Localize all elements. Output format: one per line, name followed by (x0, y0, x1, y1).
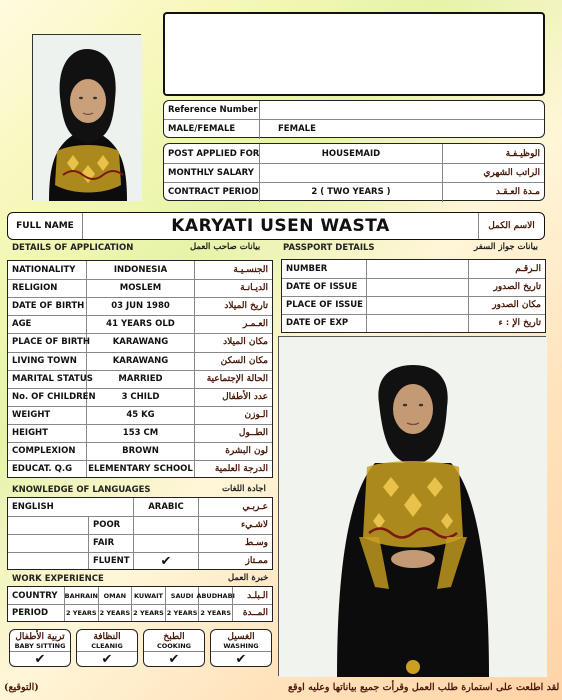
application-row-arabic: لون البشرة (225, 446, 268, 457)
passport-title-arabic: بيانات جواز السفر (474, 242, 539, 252)
languages-title: KNOWLEDGE OF LANGUAGES (12, 485, 151, 495)
passport-row-arabic: مكان الصدور (492, 300, 541, 310)
application-row-value[interactable]: MOSLEM (119, 283, 162, 294)
passport-row-arabic: الـرقـم (515, 264, 541, 274)
passport-row-value[interactable] (367, 296, 468, 314)
application-row-value[interactable]: KARAWANG (112, 337, 169, 348)
full-body-photo (278, 336, 546, 676)
passport-row-arabic: تاريخ الصدور (493, 282, 541, 292)
application-row-value[interactable]: BROWN (122, 446, 159, 457)
application-row-arabic: تاريخ الميلاد (224, 301, 268, 312)
application-row-value[interactable]: 41 YEARS OLD (106, 319, 175, 330)
application-row-arabic: الطــول (238, 427, 268, 438)
application-row-arabic: الـوزن (244, 409, 268, 420)
language-level-label: FAIR (93, 538, 115, 548)
application-row-label: EDUCAT. Q.G (12, 464, 73, 475)
application-row-arabic: الجنسـيـة (233, 265, 268, 276)
application-row-label: No. OF CHILDREN (12, 391, 96, 402)
language-level-label: FLUENT (93, 556, 130, 566)
application-row-label: MARITAL STATUS (12, 373, 93, 384)
work-period-cell[interactable]: 2 YEARS (166, 608, 198, 617)
work-title-arabic: خبرة العمل (228, 573, 269, 583)
reference-box (163, 100, 545, 138)
english-level-checkbox[interactable] (8, 534, 88, 552)
passport-row-label: NUMBER (286, 264, 328, 274)
application-row-arabic: الحالة الإجتماعية (206, 373, 268, 384)
passport-row-label: DATE OF ISSUE (286, 282, 358, 292)
work-title: WORK EXPERIENCE (12, 574, 104, 584)
passport-row-value[interactable] (367, 278, 468, 296)
application-row-value[interactable]: 153 CM (122, 427, 159, 438)
application-row-label: DATE OF BIRTH (12, 301, 85, 312)
gender-label: MALE/FEMALE (168, 124, 236, 134)
language-level-label: POOR (93, 520, 121, 530)
application-row-value[interactable]: KARAWANG (112, 355, 169, 366)
reference-value[interactable] (260, 101, 540, 119)
application-row-arabic: الديـانـة (240, 283, 268, 294)
application-row-label: COMPLEXION (12, 446, 76, 457)
work-country-cell[interactable]: KUWAIT (134, 591, 163, 600)
application-row-label: NATIONALITY (12, 265, 76, 276)
skill-arabic: الغسيل (227, 631, 255, 642)
work-country-cell[interactable]: OMAN (103, 591, 127, 600)
application-row-arabic: عدد الأطفال (222, 391, 268, 402)
skill-label: WASHING (223, 642, 259, 650)
language-level-arabic: ممـتاز (245, 556, 268, 566)
application-row-arabic: مكان الميلاد (223, 337, 268, 348)
country-arabic: الـبلـد (247, 590, 268, 601)
skill-checkbox[interactable]: ✔ (101, 651, 113, 667)
arabic-level-checkbox[interactable] (134, 516, 198, 534)
passport-title: PASSPORT DETAILS (283, 243, 375, 253)
passport-row-label: PLACE OF ISSUE (286, 300, 363, 310)
application-row-label: PLACE OF BIRTH (12, 337, 90, 348)
application-table (7, 260, 273, 478)
application-row-label: LIVING TOWN (12, 355, 77, 366)
work-table (7, 586, 273, 622)
skill-label: COOKING (156, 642, 192, 650)
application-row-value[interactable]: MARRIED (118, 373, 163, 384)
passport-row-value[interactable] (367, 260, 468, 278)
languages-title-arabic: اجادة اللغات (222, 484, 266, 494)
work-period-cell[interactable]: 2 YEARS (200, 608, 232, 617)
application-title: DETAILS OF APPLICATION (12, 243, 134, 253)
application-row-label: RELIGION (12, 283, 58, 294)
arabic-language-arabic: عـربـي (242, 502, 268, 512)
work-country-cell[interactable]: SAUDI (170, 591, 194, 600)
full-name-box (7, 212, 545, 240)
language-level-arabic: وسـط (244, 538, 268, 548)
application-row-value[interactable]: INDONESIA (113, 265, 168, 276)
application-row-value[interactable]: 03 JUN 1980 (111, 301, 170, 312)
salary-arabic: الراتب الشهري (483, 167, 540, 178)
application-row-arabic: مكان السكن (220, 355, 268, 366)
application-row-arabic: الدرجة العلمية (214, 464, 268, 475)
full-name-arabic: الاسم الكمل (488, 221, 535, 231)
skill-checkbox[interactable]: ✔ (34, 651, 46, 667)
header-blank-box (163, 12, 545, 96)
work-country-cell[interactable]: BAHRAIN (64, 591, 98, 600)
signature-label: (التوقيع) (4, 682, 39, 693)
english-level-checkbox[interactable] (8, 552, 88, 570)
passport-table (281, 259, 546, 333)
skill-arabic: الطبخ (163, 631, 185, 642)
gender-value[interactable]: FEMALE (278, 124, 316, 134)
passport-row-label: DATE OF EXP (286, 318, 349, 328)
skill-checkbox[interactable]: ✔ (235, 651, 247, 667)
work-period-cell[interactable]: 2 YEARS (133, 608, 164, 617)
post-box (163, 143, 545, 201)
skill-box[interactable] (210, 629, 272, 667)
skill-label: BABY SITTING (14, 642, 66, 650)
passport-row-arabic: تاريخ الإ : ء (498, 318, 541, 328)
english-label: ENGLISH (12, 502, 54, 512)
skill-checkbox[interactable]: ✔ (168, 651, 180, 667)
contract-arabic: مـدة العـقـد (495, 186, 540, 197)
work-country-cell[interactable]: ABUDHABI (196, 591, 235, 600)
application-row-value[interactable]: 45 KG (126, 409, 155, 420)
languages-table (7, 497, 273, 570)
arabic-column-label: ARABIC (148, 502, 184, 512)
application-title-arabic: بيانات صاحب العمل (190, 242, 261, 252)
arabic-level-checkbox[interactable] (134, 534, 198, 552)
arabic-level-checkbox[interactable]: ✔ (160, 553, 172, 569)
period-arabic: المــدة (242, 607, 268, 618)
country-label: COUNTRY (12, 590, 58, 601)
application-row-label: AGE (12, 319, 32, 330)
post-value[interactable]: HOUSEMAID (321, 148, 381, 159)
application-row-value[interactable]: 3 CHILD (121, 391, 160, 402)
portrait-photo (32, 34, 141, 200)
salary-label: MONTHLY SALARY (168, 167, 254, 178)
work-period-cell[interactable]: 2 YEARS (99, 608, 131, 617)
english-level-checkbox[interactable] (8, 516, 88, 534)
skill-arabic: تربية الأطفال (15, 631, 65, 642)
skill-box[interactable] (76, 629, 138, 667)
application-row-arabic: العـمـر (242, 319, 268, 330)
full-name-label: FULL NAME (16, 221, 74, 231)
post-label: POST APPLIED FOR (168, 148, 260, 159)
contract-label: CONTRACT PERIOD (168, 186, 259, 197)
period-label: PERIOD (12, 607, 49, 618)
work-period-cell[interactable]: 2 YEARS (65, 608, 97, 617)
skill-label: CLEANIG (91, 642, 123, 650)
application-row-label: WEIGHT (12, 409, 51, 420)
reference-label: Reference Number (168, 105, 258, 115)
skill-box[interactable] (9, 629, 71, 667)
language-level-arabic: لاشـيء (240, 520, 268, 530)
footer-declaration: لقد اطلعت على استمارة طلب العمل وقرأت جميع بياناتها وعليه اوقع (288, 682, 560, 693)
passport-row-value[interactable] (367, 314, 468, 332)
application-row-value[interactable]: ELEMENTARY SCHOOL (88, 464, 193, 475)
salary-value[interactable] (260, 163, 442, 182)
application-row-label: HEIGHT (12, 427, 48, 438)
full-name-value[interactable]: KARYATI USEN WASTA (171, 216, 390, 236)
skill-arabic: النظافة (93, 631, 121, 642)
post-arabic: الوظيـفـة (505, 148, 540, 159)
skill-box[interactable] (143, 629, 205, 667)
contract-value[interactable]: 2 ( TWO YEARS ) (311, 186, 391, 197)
